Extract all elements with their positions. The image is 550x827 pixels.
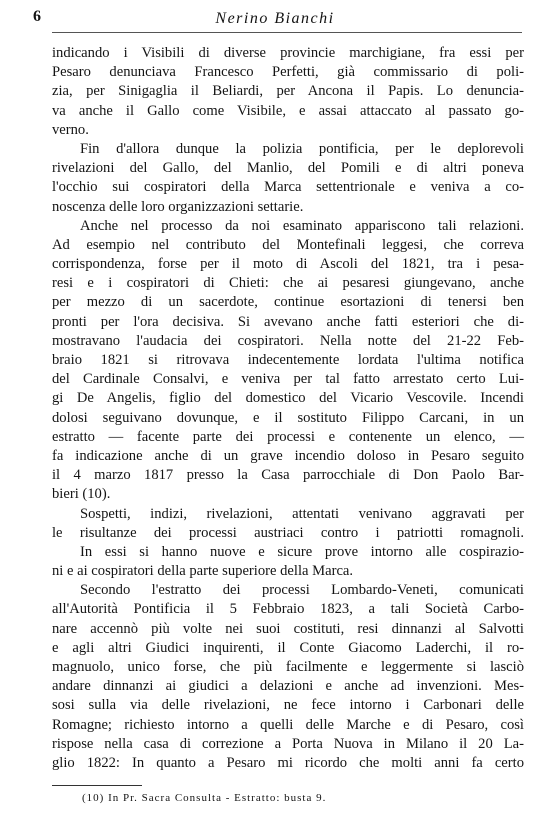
text-line: del Cardinale Consalvi, e veniva per tal fatto arrestato certo Lui- xyxy=(52,371,524,388)
text-line: Fin d'allora dunque la polizia pontificia, per le deplorevoli xyxy=(80,140,524,157)
text-line: noscenza delle loro organizzazioni settarie. xyxy=(52,198,304,215)
text-line: In essi si hanno nuove e sicure prove intorno alle cospirazio- xyxy=(80,543,524,560)
footnote: (10) In Pr. Sacra Consulta - Estratto: busta 9. xyxy=(82,792,327,804)
text-line: va anche il Gallo come Visibile, e assai attaccato al passato go- xyxy=(52,102,524,119)
text-line: Pesaro denunciava Francesco Perfetti, già commissario di poli- xyxy=(52,64,524,81)
text-line: glio 1822: In quanto a Pesaro mi ricordo che molti anni fa certo xyxy=(52,754,524,771)
text-line: pronti per l'ora decisiva. Si avevano anche fatti esteriori che di- xyxy=(52,313,524,330)
text-line: per mezzo di un sacerdote, continue esortazioni di tenersi ben xyxy=(52,294,524,311)
text-line: fa indicazione anche di un grave incendio doloso in Pesaro seguito xyxy=(52,447,524,464)
text-line: l'occhio sui cospiratori della Marca settentrionale e veniva a co- xyxy=(52,179,524,196)
text-line: Ad esempio nel contributo del Montefinali leggesi, che correva xyxy=(52,236,524,253)
text-line: ni e ai cospiratori della parte superiore della Marca. xyxy=(52,563,354,580)
running-head: Nerino Bianchi xyxy=(215,10,335,27)
page-number: 6 xyxy=(33,8,41,25)
text-line: Secondo l'estratto dei processi Lombardo-Veneti, comunicati xyxy=(80,582,524,599)
text-line: nare accennò più volte nei suoi costituti, resi dinnanzi al Salvotti xyxy=(52,620,524,637)
text-line: Anche nel processo da noi esaminato appariscono tali relazioni. xyxy=(80,217,524,234)
text-line: braio 1821 si ritrovava indecentemente lordata l'ultima notifica xyxy=(52,352,524,368)
text-line: verno. xyxy=(52,121,89,138)
text-line: estratto — facente parte dei processi e contenente un elenco, — xyxy=(52,428,524,445)
text-line: zia, per Sinigaglia il Beliardi, per Ancona il Papis. Lo denuncia- xyxy=(52,83,524,100)
text-line: Sospetti, indizi, rivelazioni, attentati venivano aggravati per xyxy=(80,505,524,522)
text-line: resi e i cospiratori di Chieti: che ai pesaresi giungevano, anche xyxy=(52,275,524,292)
text-line: il 4 marzo 1817 presso la Casa parrocchiale di Don Paolo Bar- xyxy=(52,467,524,484)
text-line: le risultanze dei processi austriaci contro i patriotti romagnoli. xyxy=(52,524,524,541)
text-line: corrispondenza, forse per il moto di Ascoli del 1821, tra i pesa- xyxy=(52,256,524,273)
page-header xyxy=(0,6,550,36)
text-line: rispose nella casa di correzione a Porta Nuova in Milano il 20 La- xyxy=(52,735,524,752)
text-line: magnuolo, unico forse, che più facilmente e leggermente si lasciò xyxy=(52,659,524,675)
text-line: sosi sulla via delle rivelazioni, ne fece intorno i Carbonari delle xyxy=(52,697,524,714)
text-line: gi De Angelis, figlio del domestico del Vicario Vescovile. Incendi xyxy=(52,390,524,407)
text-line: dolosi seguivano dovunque, e il sostituto Filippo Carcani, in un xyxy=(52,409,524,426)
footnote-rule xyxy=(52,785,142,786)
text-line: mostravano l'audacia dei cospiratori. Nella notte del 21-22 Feb- xyxy=(52,332,524,349)
text-line: Romagne; richiesto intorno a quelli delle Marche e di Pesaro, così xyxy=(52,716,524,733)
text-line: e agli altri Giudici inquirenti, il Conte Giacomo Laderchi, il ro- xyxy=(52,639,524,656)
text-line: bieri (10). xyxy=(52,486,111,503)
text-line: rivelazioni del Gallo, del Manlio, del Pomili e di altri poneva xyxy=(52,160,524,177)
body-text xyxy=(52,44,524,773)
text-line: all'Autorità Pontificia il 5 Febbraio 1823, a tali Società Carbo- xyxy=(52,601,524,618)
text-line: indicando i Visibili di diverse provincie marchigiane, fra essi per xyxy=(52,45,524,61)
header-rule xyxy=(52,32,522,33)
text-line: andare dinnanzi ai giudici a delazioni e anche ad invenzioni. Mes- xyxy=(52,678,524,695)
